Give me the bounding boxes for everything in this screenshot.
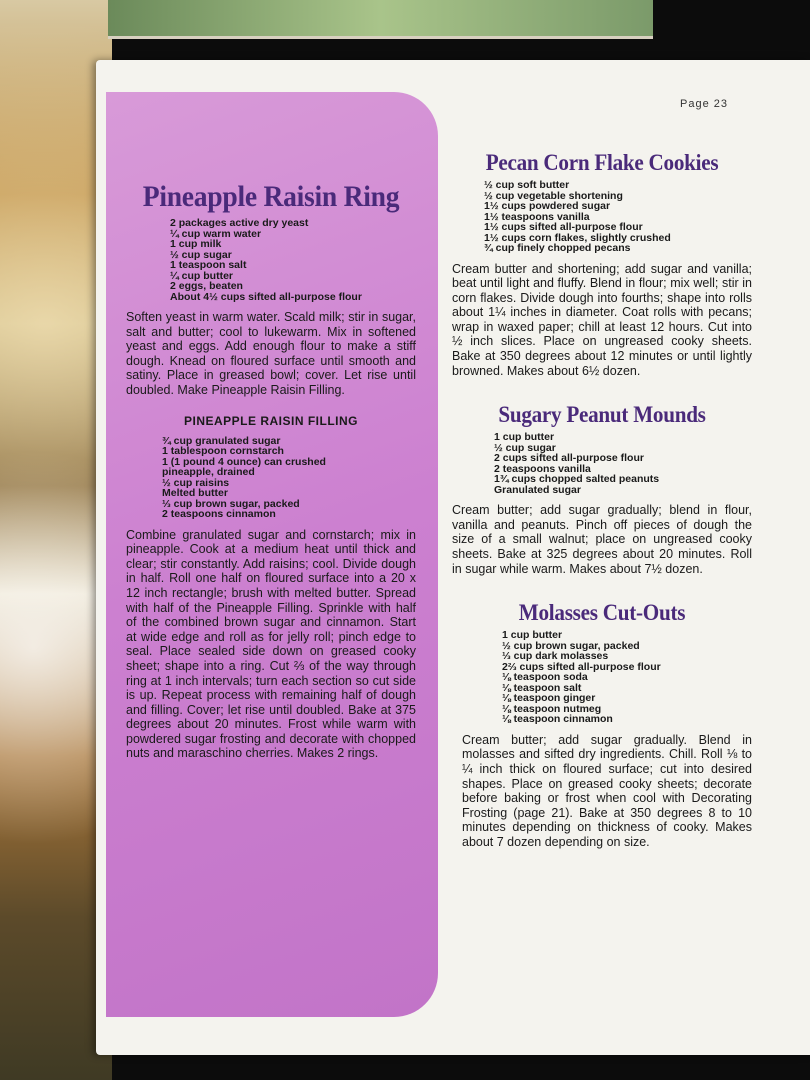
peanut-ingredients [452,432,752,495]
filling-ingredients [126,436,416,520]
pecan-title: Pecan Corn Flake Cookies [485,150,719,175]
ingredient-item: 2 packages active dry yeast [170,217,309,229]
ingredient-item: ⅓ cup dark molasses [502,650,609,663]
ingredient-item: ½ cup vegetable shortening [484,189,623,202]
ingredient-item: ⅛ teaspoon ginger [502,692,596,705]
ingredient-item: 1 cup butter [502,629,563,642]
ingredient-item: 1½ teaspoons vanilla [484,210,590,223]
ingredient-item: ½ cup sugar [170,248,232,261]
ingredient-item: ¼ cup butter [170,269,234,282]
ingredient-item: Granulated sugar [494,483,581,496]
ingredient-item: ½ cup soft butter [484,179,570,191]
ingredient-item: 1½ cups powdered sugar [484,200,611,212]
ingredient-item: Melted butter [162,487,228,500]
ingredient-item: ¾ cup granulated sugar [162,434,281,447]
ingredient-item: 1½ cups corn flakes, slightly crushed [484,231,671,244]
pineapple-recipe [126,180,416,761]
ingredient-item: ⅛ teaspoon soda [502,671,588,684]
ingredient-item: 2 eggs, beaten [170,280,243,292]
ingredient-item: 1 teaspoon salt [170,259,247,271]
ingredient-item: ½ cup raisins [162,476,230,489]
molasses-ingredients [452,630,752,725]
pineapple-ingredients [126,218,416,302]
ingredient-item: 1 cup butter [494,431,555,444]
right-column [452,150,752,849]
page-number: Page 23 [680,98,728,110]
ingredient-item: ⅛ teaspoon nutmeg [502,702,602,715]
ingredient-item: 2 cups sifted all-purpose flour [494,452,644,465]
filling-directions: Combine granulated sugar and cornstarch; mix in pineapple. Cook at a medium heat until thick and clear; stir constantly. Add raisins; cool. Divide dough in half. Roll one half on floured surface into a 20 x 12 inch rectangle; brush with melted butter. Spread with half of the Pineapple Filling. Sprinkle with half of the combined brown sugar and cinnamon. Start at wide edge and roll as for jelly roll; pinch edge to seal. Place sealed side down on greased cooky sheet; shape into a ring. Cut ⅔ of the way through ring at 1 inch intervals; turn each section so cut side is up. Repeat process with remaining half of dough and filling. Cover; let rise until doubled. Bake at 375 degrees about 20 minutes. Frost while warm with powdered sugar frosting and decorate with chopped nuts and maraschino cherries. Makes 2 rings. [126,527,416,761]
ingredient-item: 1½ cups sifted all-purpose flour [484,221,643,233]
pecan-ingredients [452,180,752,254]
cookbook-page [96,60,810,1055]
ingredient-item: pineapple, drained [162,466,255,479]
peanut-directions: Cream butter; add sugar gradually; blend in flour, vanilla and peanuts. Pinch off pieces of dough the size of a small walnut; place on ungreased cooky sheets. Bake at 325 degrees about 20 minutes. Roll in sugar while warm. Makes about 7½ dozen. [452,503,752,576]
pineapple-directions: Soften yeast in warm water. Scald milk; stir in sugar, salt and butter; cool to lukewarm. Mix in softened yeast and eggs. Add enough flour to make a stiff dough. Knead on floured surface until smooth and satiny. Place in greased bowl; cover. Let rise until doubled. Make Pineapple Raisin Filling. [126,310,416,397]
filling-title: PINEAPPLE RAISIN FILLING [183,413,358,428]
book-cover-top [108,0,653,39]
molasses-title: Molasses Cut-Outs [518,600,686,626]
pecan-directions: Cream butter and shortening; add sugar and vanilla; beat until light and fluffy. Blend in flour; mix well; stir in corn flakes. Divide dough into fourths; shape into rolls about 1¼ inches in diameter. Coat rolls with pecans; wrap in waxed paper; chill at least 12 hours. Cut into ½ inch slices. Place on ungreased cooky sheets. Bake at 350 degrees about 12 minutes or until lightly browned. Makes about 6½ dozen. [452,261,752,378]
ingredient-item: 1 (1 pound 4 ounce) can crushed [162,455,326,468]
ingredient-item: ⅛ teaspoon salt [502,681,582,694]
ingredient-item: 1¾ cups chopped salted peanuts [494,473,660,486]
ingredient-item: ⅛ teaspoon cinnamon [502,713,613,726]
ingredient-item: ¼ cup warm water [170,227,262,240]
ingredient-item: 1 cup milk [170,238,222,250]
ingredient-item: 2 teaspoons vanilla [494,462,591,475]
ingredient-item: About 4½ cups sifted all-purpose flour [170,290,362,303]
peanut-title: Sugary Peanut Mounds [498,402,706,428]
ingredient-item: ½ cup brown sugar, packed [502,639,640,652]
ingredient-item: ⅓ cup brown sugar, packed [162,497,300,510]
ingredient-item: ½ cup sugar [494,441,556,454]
ingredient-item: 2⅔ cups sifted all-purpose flour [502,660,661,673]
ingredient-item: 1 tablespoon cornstarch [162,445,284,458]
pineapple-title: Pineapple Raisin Ring [142,180,400,213]
ingredient-item: 2 teaspoons cinnamon [162,508,276,521]
ingredient-item: ¾ cup finely chopped pecans [484,242,631,254]
molasses-directions: Cream butter; add sugar gradually. Blend in molasses and sifted dry ingredients. Chill. Roll ⅛ to ¼ inch thick on floured surface; cut into desired shapes. Place on greased cooky sheets; decorate before baking or frost when cool with Decorating Frosting (page 21). Bake at 350 degrees 8 to 10 minutes depending on thickness of cooky. Makes about 7 dozen depending on size. [462,732,752,849]
